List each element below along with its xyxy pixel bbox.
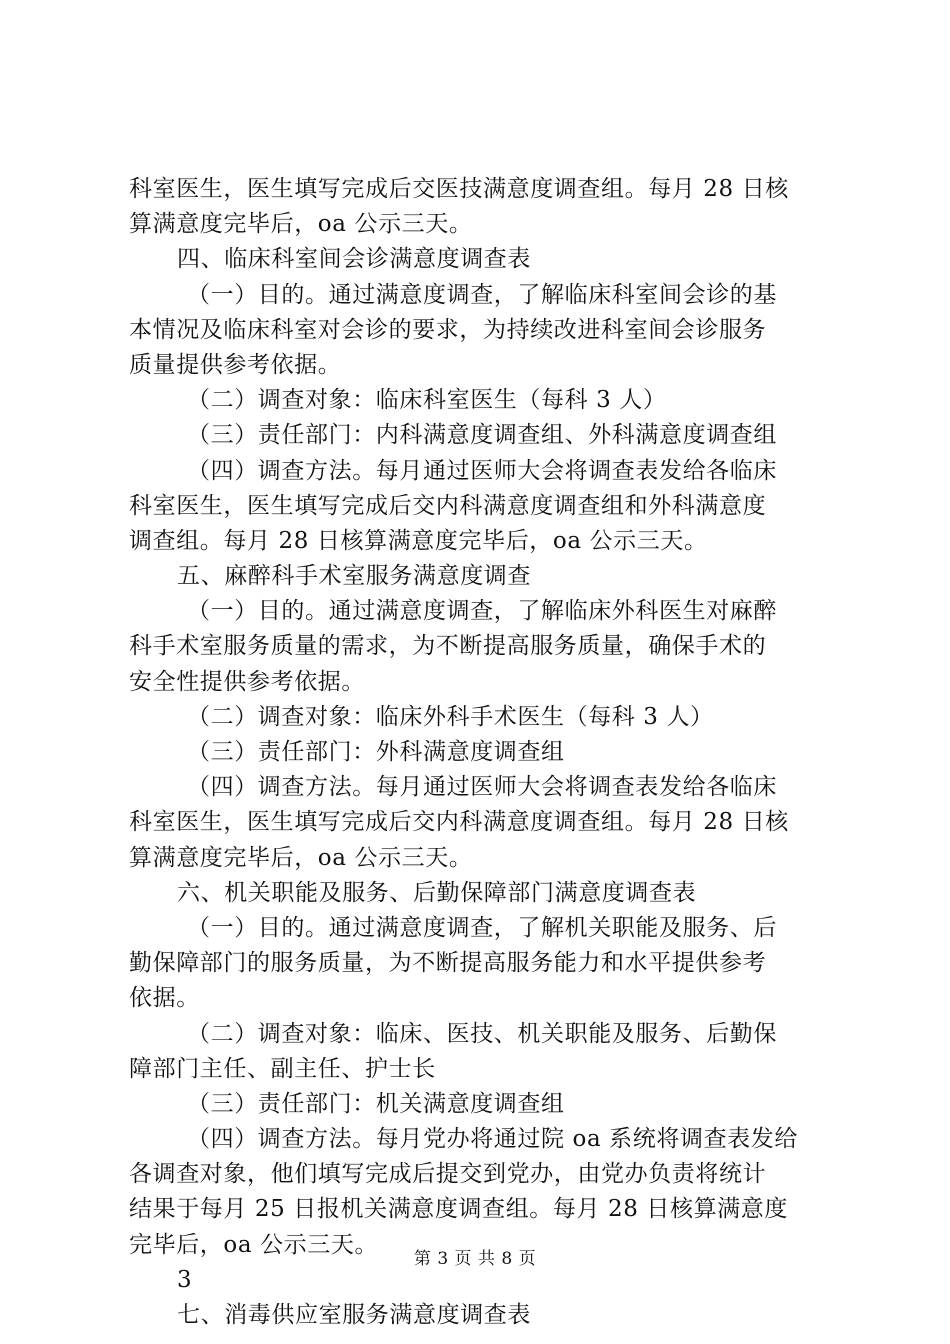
text-line: 结果于每月 25 日报机关满意度调查组。每月 28 日核算满意度 (129, 1196, 788, 1223)
text-line: 质量提供参考依据。 (129, 351, 342, 378)
text-line: 七、消毒供应室服务满意度调查表 (177, 1302, 531, 1328)
text-line: （三）责任部门：外科满意度调查组 (187, 739, 565, 765)
text-line: （四）调查方法。每月通过医师大会将调查表发给各临床 (187, 457, 777, 484)
text-line: 完毕后，oa 公示三天。 (129, 1231, 379, 1258)
text-line: （二）调查对象：临床科室医生（每科 3 人） (187, 387, 667, 414)
text-line: 调查组。每月 28 日核算满意度完毕后，oa 公示三天。 (129, 527, 708, 554)
text-line: （二）调查对象：临床外科手术医生（每科 3 人） (187, 703, 714, 730)
document-body (129, 172, 839, 1333)
text-line: 依据。 (129, 985, 200, 1012)
text-line: 障部门主任、副主任、护士长 (129, 1055, 436, 1082)
text-line: 科室医生，医生填写完成后交医技满意度调查组。每月 28 日核 (129, 176, 789, 202)
text-line: （一）目的。通过满意度调查，了解临床科室间会诊的基 (187, 281, 777, 308)
text-line: 本情况及临床科室对会诊的要求，为持续改进科室间会诊服务 (129, 316, 767, 343)
text-line: （四）调查方法。每月党办将通过院 oa 系统将调查表发给 (187, 1126, 798, 1153)
text-line: （四）调查方法。每月通过医师大会将调查表发给各临床 (187, 774, 777, 801)
text-line: 科手术室服务质量的需求，为不断提高服务质量，确保手术的 (129, 633, 767, 660)
text-line: 算满意度完毕后，oa 公示三天。 (129, 211, 473, 238)
text-line: （三）责任部门：机关满意度调查组 (187, 1090, 565, 1117)
text-line: （二）调查对象：临床、医技、机关职能及服务、后勤保 (187, 1020, 777, 1047)
text-line: 勤保障部门的服务质量，为不断提高服务能力和水平提供参考 (129, 950, 767, 977)
text-line: 四、临床科室间会诊满意度调查表 (177, 246, 531, 273)
text-line: （一）目的。通过满意度调查，了解机关职能及服务、后 (187, 914, 777, 941)
text-line: 科室医生，医生填写完成后交内科满意度调查组和外科满意度 (129, 492, 767, 519)
text-line: 六、机关职能及服务、后勤保障部门满意度调查表 (177, 879, 697, 906)
text-line: 算满意度完毕后，oa 公示三天。 (129, 844, 473, 871)
text-line: 各调查对象，他们填写完成后提交到党办，由党办负责将统计 (129, 1161, 767, 1188)
page-footer: 第 3 页 共 8 页 (413, 1249, 537, 1269)
text-line: 科室医生，医生填写完成后交内科满意度调查组。每月 28 日核 (129, 809, 789, 836)
text-line: （一）目的。通过满意度调查，了解临床外科医生对麻醉 (187, 598, 777, 625)
text-line: （三）责任部门：内科满意度调查组、外科满意度调查组 (187, 422, 777, 449)
text-line: 3 (177, 1266, 193, 1293)
text-line: 五、麻醉科手术室服务满意度调查 (177, 563, 531, 590)
text-line: 安全性提供参考依据。 (129, 668, 365, 695)
